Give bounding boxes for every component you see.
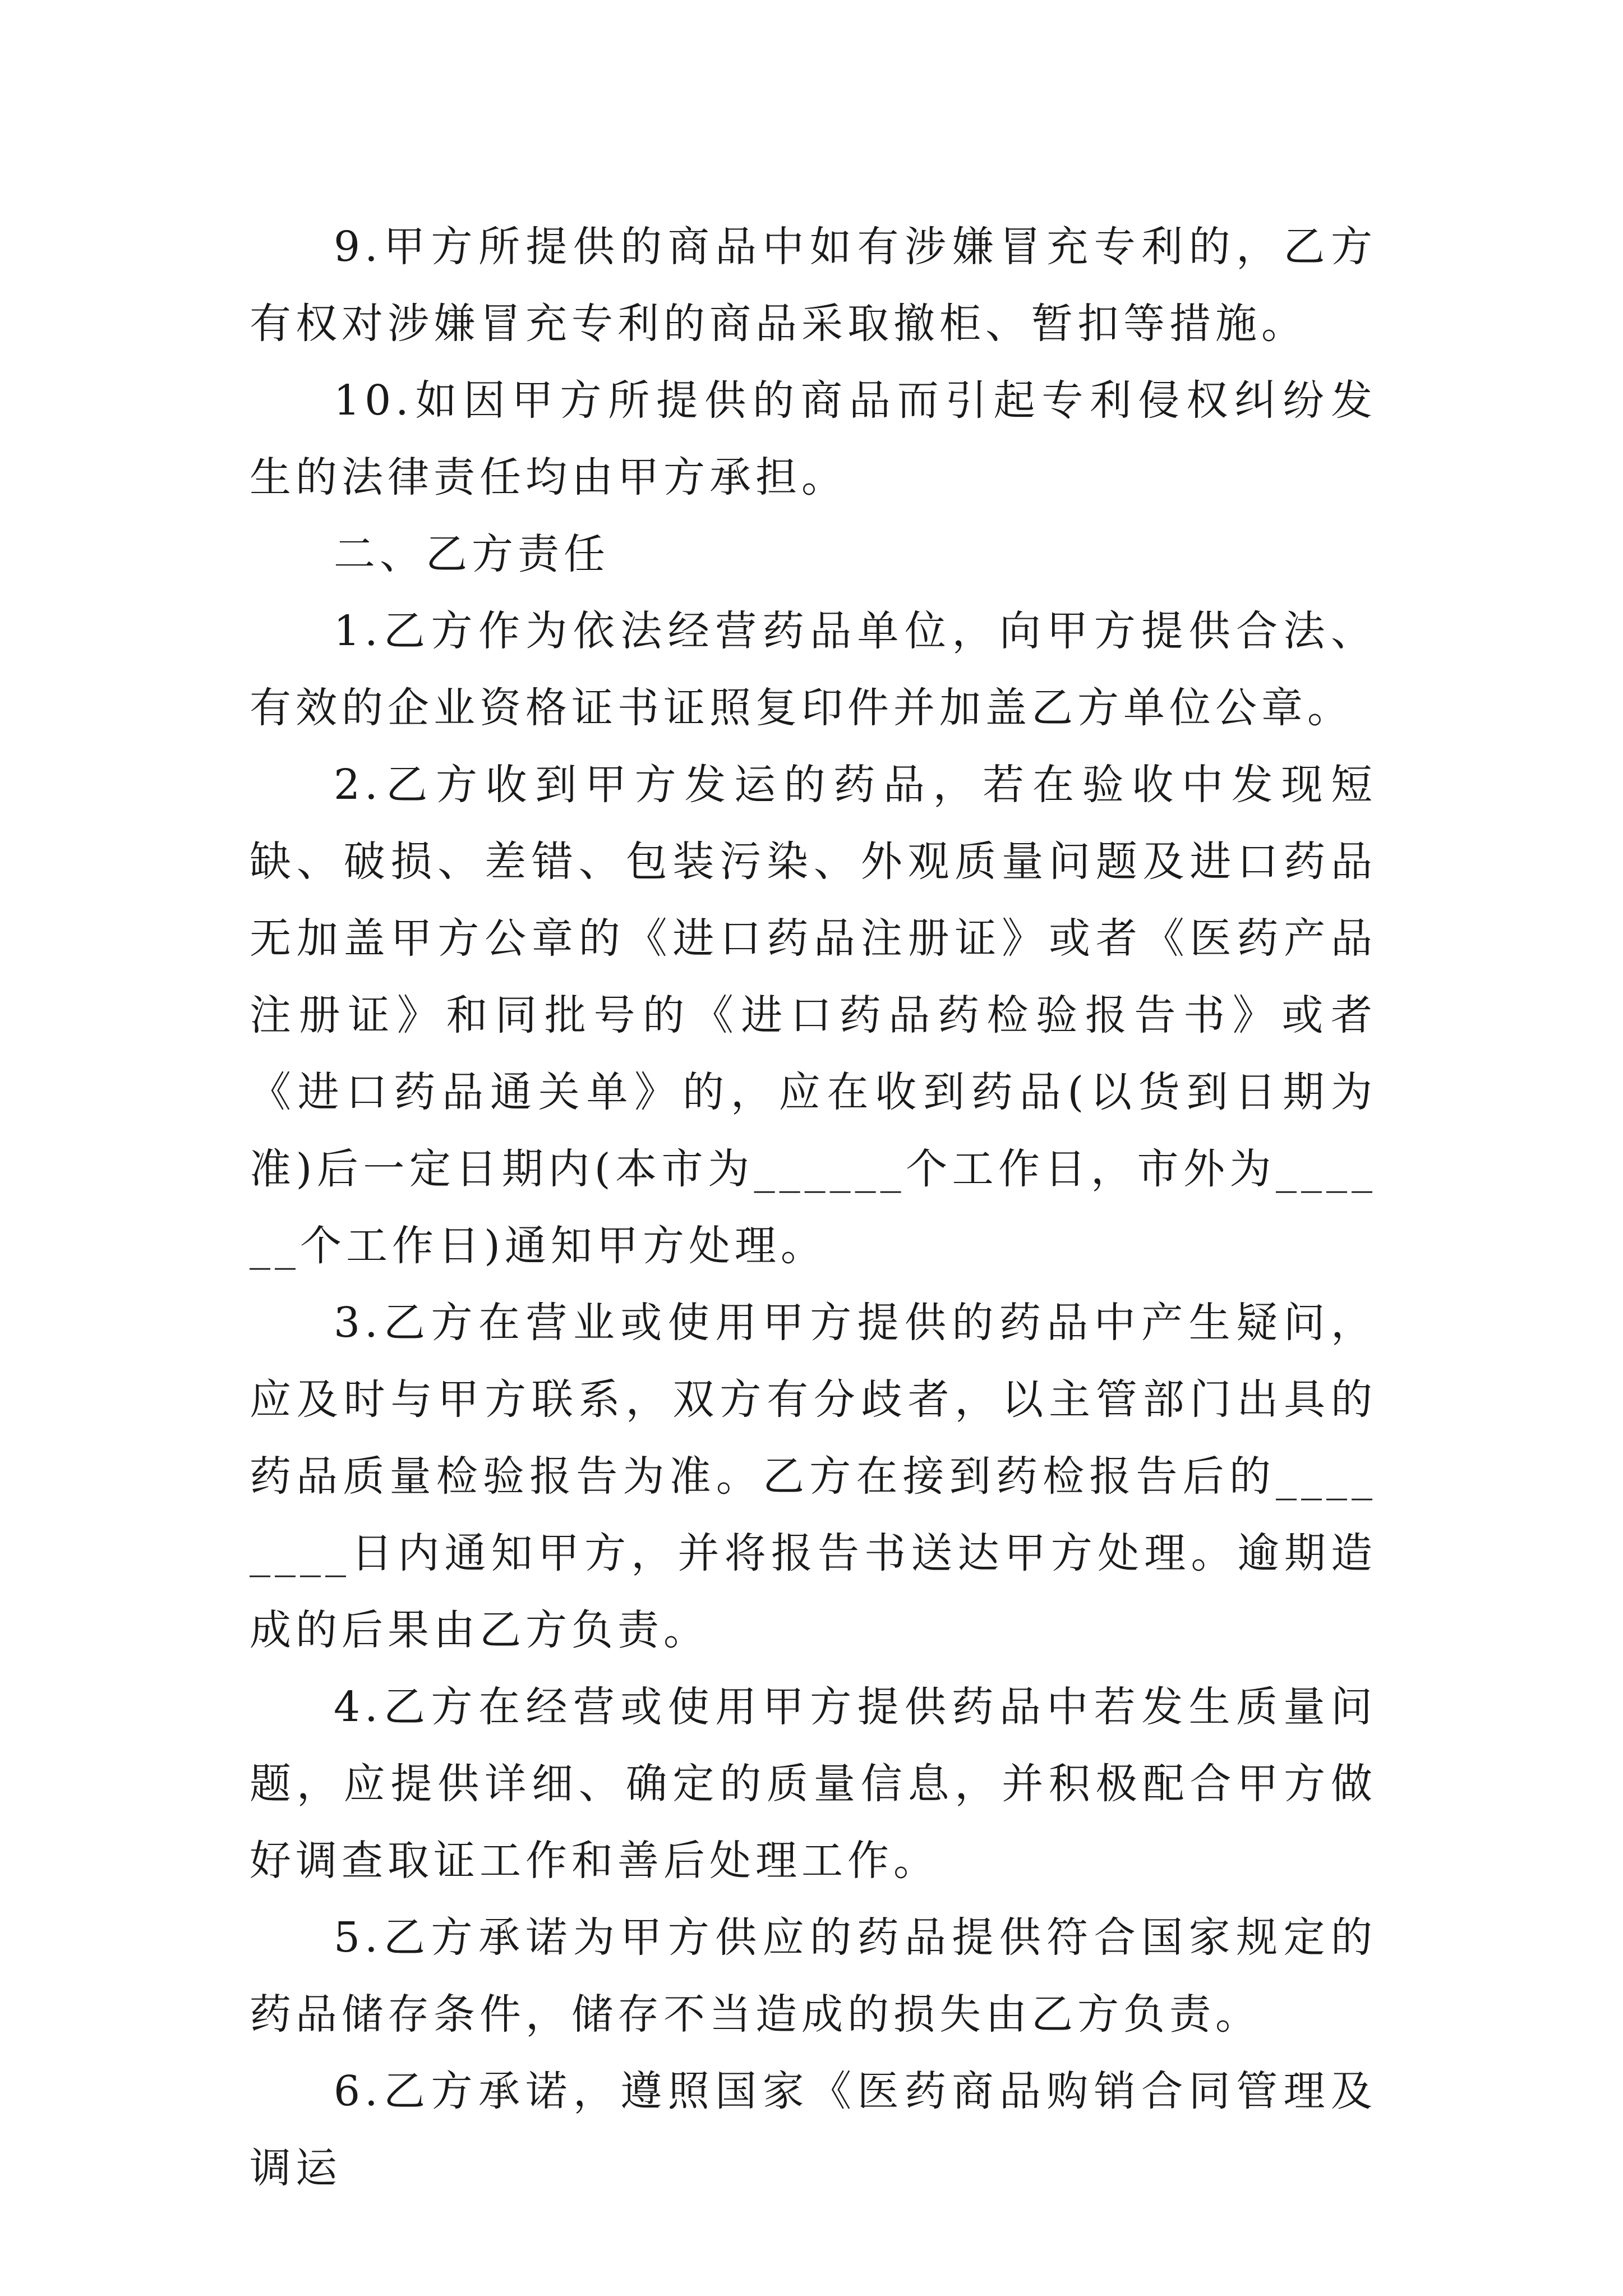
section-heading-party-b: 二、乙方责任 [334,530,610,578]
clause-9: 9.甲方所提供的商品中如有涉嫌冒充专利的，乙方有权对涉嫌冒充专利的商品采取撤柜、暂扣等措施。 [250,223,1377,348]
clause-10: 10.如因甲方所提供的商品而引起专利侵权纠纷发生的法律责任均由甲方承担。 [250,376,1377,501]
clause-b-5: 5.乙方承诺为甲方供应的药品提供符合国家规定的药品储存条件，储存不当造成的损失由乙方负责。 [250,1913,1377,2039]
clause-b-2: 2.乙方收到甲方发运的药品，若在验收中发现短缺、破损、差错、包装污染、外观质量问题及进口药品无加盖甲方公章的《进口药品注册证》或者《医药产品注册证》和同批号的《进口药品药检验报告书》或者《进口药品通关单》的，应在收到药品(以货到日期为准)后一定日期内(本市为______个工作日，市外为______个工作日)通知甲方处理。 [250,761,1377,1270]
clause-b-4: 4.乙方在经营或使用甲方提供药品中若发生质量问题，应提供详细、确定的质量信息，并积极配合甲方做好调查取证工作和善后处理工作。 [250,1683,1377,1885]
clause-b-6: 6.乙方承诺，遵照国家《医药商品购销合同管理及调运 [250,2067,1377,2192]
document-body [250,209,1377,2207]
clause-b-3: 3.乙方在营业或使用甲方提供的药品中产生疑问，应及时与甲方联系，双方有分歧者，以主管部门出具的药品质量检验报告为准。乙方在接到药检报告后的________日内通知甲方，并将报告书送达甲方处理。逾期造成的后果由乙方负责。 [250,1299,1377,1654]
clause-b-1: 1.乙方作为依法经营药品单位，向甲方提供合法、有效的企业资格证书证照复印件并加盖乙方单位公章。 [250,607,1377,732]
